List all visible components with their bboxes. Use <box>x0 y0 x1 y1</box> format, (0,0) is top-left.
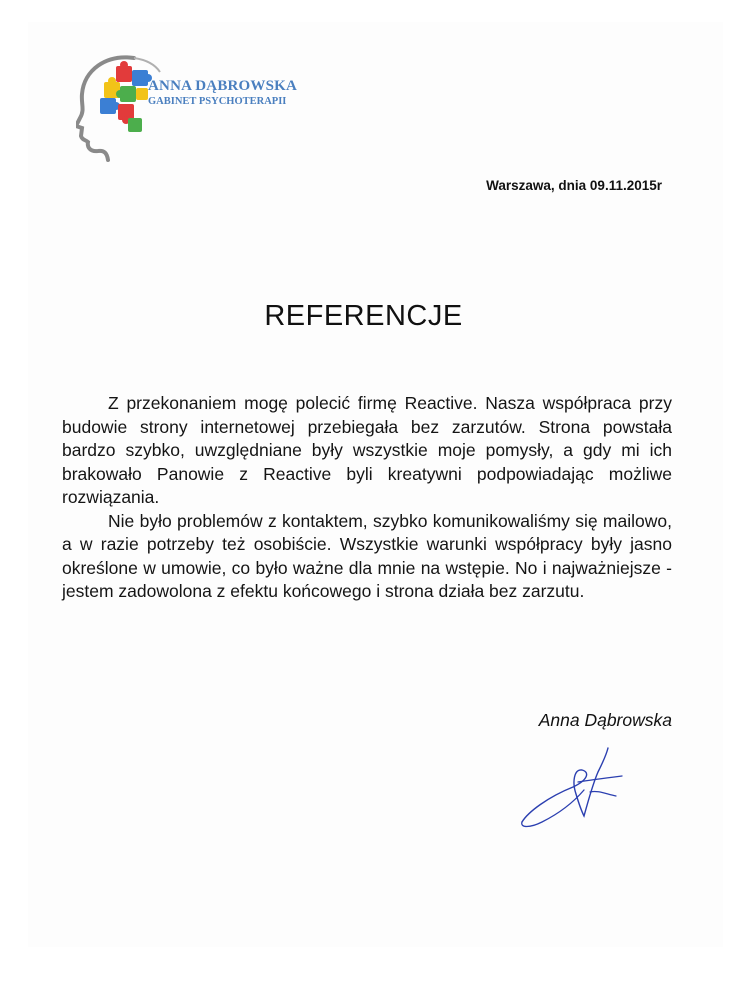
paragraph-2: Nie było problemów z kontaktem, szybko komunikowaliśmy się mailowo, a w razie potrzeby też osobiście. Wszystkie warunki współpracy były jasno określone w umowie, co było ważne dla mnie na wstępie. No i najważniejsze - jestem zadowolona z efektu końcowego i strona działa bez zarzutu. <box>62 510 672 601</box>
document-title: REFERENCJE <box>264 300 463 332</box>
handwritten-signature <box>518 742 628 832</box>
head-silhouette-puzzle-icon <box>76 52 166 162</box>
letter-body <box>62 392 672 604</box>
logo-subtitle: GABINET PSYCHOTERAPII <box>148 96 287 107</box>
date-line: Warszawa, dnia 09.11.2015r <box>486 178 662 193</box>
letterhead-logo <box>76 52 316 162</box>
paragraph-1: Z przekonaniem mogę polecić firmę Reactive. Nasza współpraca przy budowie strony internetowej przebiegała bez zarzutów. Strona powstała bardzo szybko, uwzględniane były wszystkie moje pomysły, a gdy mi ich brakowało Panowie z Reactive byli kreatywni podpowiadając możliwe rozwiązania. <box>62 393 672 507</box>
logo-name: ANNA DĄBROWSKA <box>148 78 298 94</box>
signer-name: Anna Dąbrowska <box>538 710 672 730</box>
